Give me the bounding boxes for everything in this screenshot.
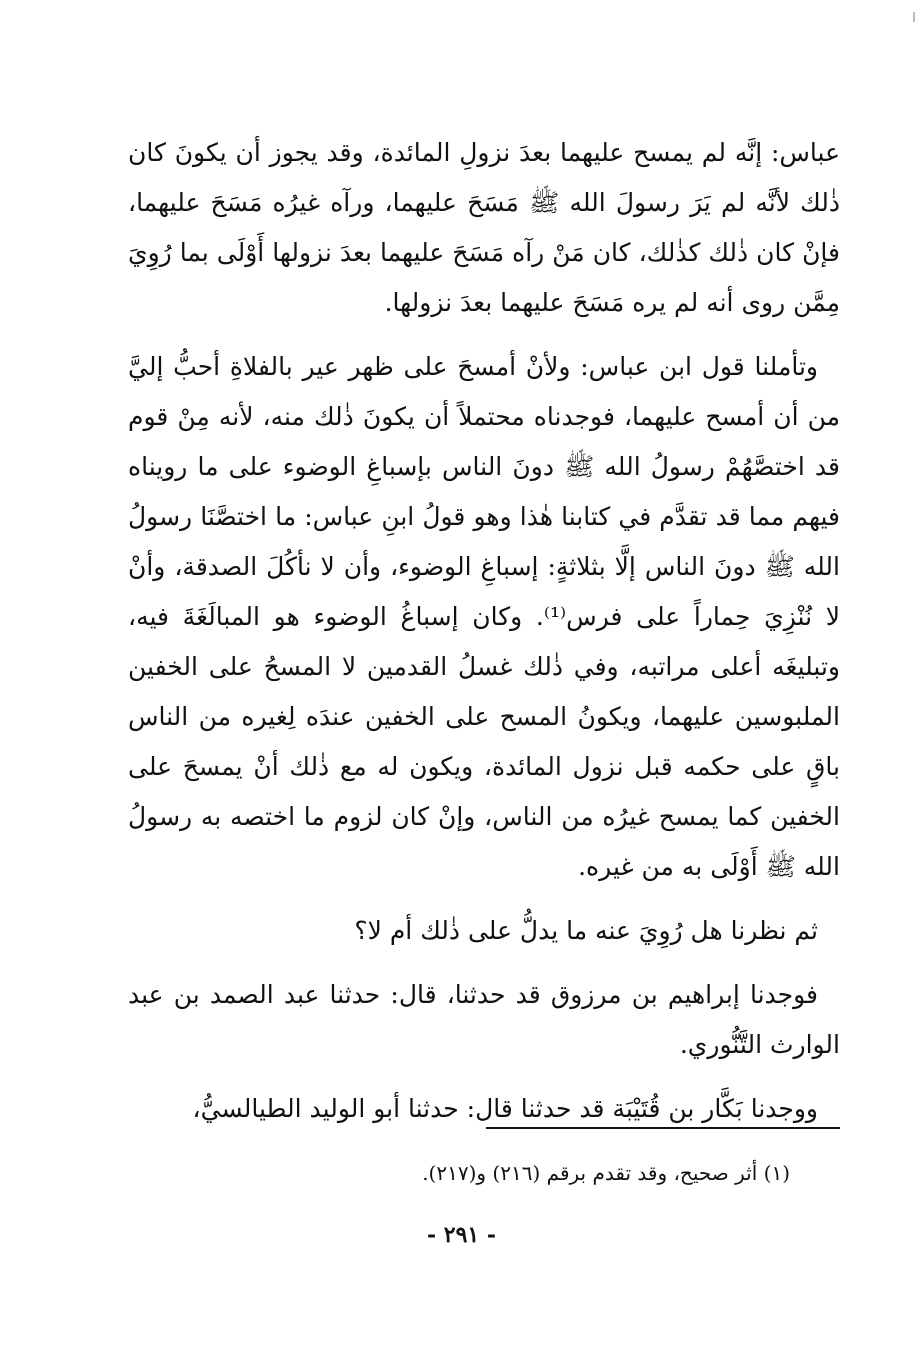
- paragraph-1: عباس: إنَّه لم يمسح عليهما بعدَ نزولِ المائدة، وقد يجوز أن يكونَ كان ذٰلك لأنَّه لم يَرَ رسولَ الله ﷺ مَسَحَ عليهما، ورآه غيرُه مَسَحَ عليهما، فإنْ كان ذٰلك كذٰلك، كان مَنْ رآه مَسَحَ عليهما بعدَ نزولها أَوْلَى بما رُوِيَ مِمَّن روى أنه لم يره مَسَحَ عليهما بعدَ نزولها.: [128, 138, 840, 317]
- paragraph-5: ووجدنا بَكَّار بن قُتَيْبَة قد حدثنا قال: حدثنا أبو الوليد الطيالسيُّ،: [192, 1094, 818, 1123]
- page-number: - ٢٩١ -: [426, 1222, 497, 1248]
- scan-edge-mark: [913, 12, 915, 22]
- footnote: (١) أثر صحيح، وقد تقدم برقم (٢١٦) و(٢١٧).: [422, 1161, 790, 1185]
- footnote-separator: [486, 1127, 840, 1129]
- paragraph-2: وتأملنا قول ابن عباس: ولأنْ أمسحَ على ظهر عير بالفلاةِ أحبُّ إليَّ من أن أمسح عليهما، فوجدناه محتملاً أن يكونَ ذٰلك منه، لأنه مِنْ قوم قد اختصَّهُمْ رسولُ الله ﷺ دونَ الناس بإسباغِ الوضوء على ما رويناه فيهم مما قد تقدَّم في كتابنا هٰذا وهو قولُ ابنِ عباس: ما اختصَّنَا رسولُ الله ﷺ دونَ الناس إلَّا بثلاثةٍ: إسباغِ الوضوء، وأن لا نأكُلَ الصدقة، وأنْ لا نُنْزِيَ حِماراً على فرس⁽¹⁾. وكان إسباغُ الوضوء هو المبالَغَةَ فيه، وتبليغَه أعلى مراتبه، وفي ذٰلك غسلُ القدمين لا المسحُ على الخفين الملبوسين عليهما، ويكونُ المسح على الخفين عندَه لِغيره من الناس باقٍ على حكمه قبل نزول المائدة، ويكون له مع ذٰلك أنْ يمسحَ على الخفين كما يمسح غيرُه من الناس، وإنْ كان لزوم ما اختصه به رسولُ الله ﷺ أَوْلَى به من غيره.: [128, 352, 841, 881]
- paragraph-4: فوجدنا إبراهيم بن مرزوق قد حدثنا، قال: حدثنا عبد الصمد بن عبد الوارث التَّنُّوري.: [128, 980, 840, 1059]
- main-text: [128, 128, 840, 1134]
- paragraph-3: ثم نظرنا هل رُوِيَ عنه ما يدلُّ على ذٰلك أم لا؟: [354, 916, 818, 945]
